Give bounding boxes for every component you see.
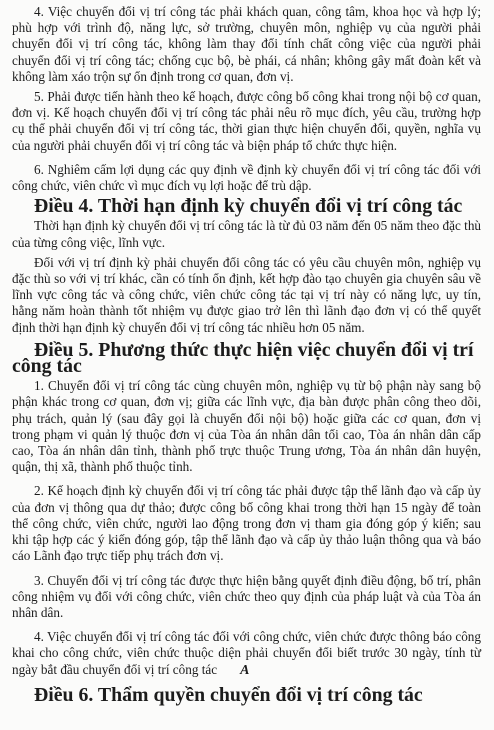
paragraph-article-5-item-4 [12,629,481,679]
heading-article-5: Điều 5. Phương thức thực hiện việc chuyển đổi vị trí công tác [12,338,474,378]
paragraph-article-5-item-3: 3. Chuyển đổi vị trí công tác được thực hiện bằng quyết định điều động, bố trí, phân công nhiệm vụ đối với công chức, viên chức theo quy định của pháp luật và của Tòa án nhân dân. [12,572,481,620]
paragraph-article-5-item-4-text: 4. Việc chuyển đổi vị trí công tác đối với công chức, viên chức được thông báo công khai cho công chức, viên chức thuộc diện phải chuyển đổi biết trước 30 ngày, tính từ ngày bắt đầu chuyển đổi vị trí công tác [12,629,481,677]
paragraph-principle-5: 5. Phải được tiến hành theo kế hoạch, được công bố công khai trong nội bộ cơ quan, đơn vị. Kế hoạch chuyển đổi vị trí công tác phải nêu rõ mục đích, yêu cầu, trường hợp cụ thể phải chuyển đổi vị trí công tác, thời gian thực hiện chuyển đổi, quyền, nghĩa vụ của người phải chuyển đổi vị trí công tác và biện pháp tổ chức thực hiện. [12,89,481,153]
paragraph-principle-6: 6. Nghiêm cấm lợi dụng các quy định về định kỳ chuyển đổi vị trí công tác đối với công chức, viên chức vì mục đích vụ lợi hoặc để trù dập. [12,161,481,194]
paragraph-article-4-term: Thời hạn định kỳ chuyển đổi vị trí công tác là từ đủ 03 năm đến 05 năm theo đặc thù của từng công việc, lĩnh vực. [12,218,482,250]
paragraph-principle-4: 4. Việc chuyển đổi vị trí công tác phải khách quan, công tâm, khoa học và hợp lý; phù hợp với trình độ, năng lực, sở trường, chuyên môn, nghiệp vụ của người phải chuyển đổi vị trí công tác, không làm thay đổi tính chất công việc của người phải chuyển đổi vị trí công tác; chống cục bộ, bè phái, cá nhân; không gây mất đoàn kết và không làm xáo trộn sự ổn định trong cơ quan, đơn vị. [12,4,481,84]
heading-article-6: Điều 6. Thẩm quyền chuyển đổi vị trí công tác [34,683,423,706]
handwritten-initial-mark: A [240,662,250,678]
heading-article-4: Điều 4. Thời hạn định kỳ chuyển đổi vị trí công tác [34,195,463,218]
paragraph-article-5-item-1: 1. Chuyển đổi vị trí công tác cùng chuyên môn, nghiệp vụ từ bộ phận này sang bộ phận khác trong cơ quan, đơn vị; giữa các lĩnh vực, địa bàn được phân công theo dõi, phụ trách, quản lý (sau đây gọi là chuyển đổi nội bộ) hoặc giữa các cơ quan, đơn vị trong phạm vi quản lý thuộc đơn vị của Tòa án nhân dân tối cao, Tòa án nhân dân cấp cao, Tòa án nhân dân tỉnh, thành phố trực thuộc Trung ương, Tòa án nhân dân huyện, quận, thị xã, thành phố thuộc tỉnh. [12,378,481,475]
paragraph-article-4-exception: Đối với vị trí định kỳ phải chuyển đổi công tác có yêu cầu chuyên môn, nghiệp vụ đặc thù so với vị trí khác, cần có tính ổn định, kết hợp đào tạo chuyên gia chuyên sâu về lĩnh vực công tác và công chức, viên chức công tác tại vị trí này có năng lực, uy tín, hằng năm hoàn thành tốt nhiệm vụ được giao trở lên thì lãnh đạo đơn vị có thể quyết định thời hạn định kỳ chuyển đổi vị trí công tác nhiều hơn 05 năm. [12,254,481,335]
paragraph-article-5-item-2: 2. Kế hoạch định kỳ chuyển đổi vị trí công tác phải được tập thể lãnh đạo và cấp ủy của đơn vị thông qua dự thảo; được công bố công khai trong thời hạn 15 ngày để toàn thể công chức, viên chức, người lao động trong đơn vị tham gia đóng góp ý kiến; sau khi tập hợp các ý kiến đóng góp, tập thể lãnh đạo và cấp ủy thảo luận thông qua và báo cáo Lãnh đạo trực tiếp phụ trách đơn vị. [12,483,481,564]
